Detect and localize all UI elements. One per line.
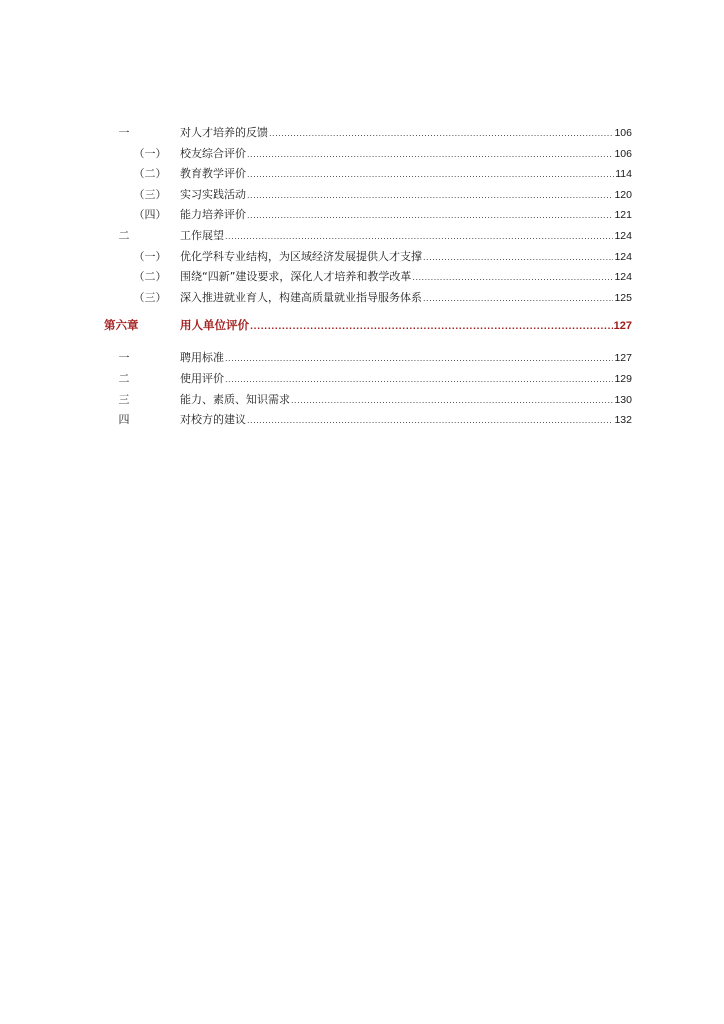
toc-number: （二） [133, 270, 167, 284]
dot-leader [269, 123, 613, 145]
toc-title: 能力、素质、知识需求 [180, 392, 290, 406]
toc-row[interactable] [104, 390, 632, 411]
toc-page-number: 121 [614, 209, 632, 222]
toc-number: （三） [133, 187, 167, 201]
toc-row[interactable] [104, 123, 632, 144]
toc-title: 优化学科专业结构，为区域经济发展提供人才支撑 [180, 249, 422, 263]
toc-page-number: 124 [614, 271, 632, 284]
toc-row[interactable] [104, 144, 632, 165]
toc-title: 对人才培养的反馈 [180, 126, 268, 139]
toc-title: 使用评价 [180, 371, 224, 385]
dot-leader [225, 348, 613, 370]
toc-entry [180, 267, 632, 289]
toc-number: （三） [133, 290, 167, 304]
chapter-title: 用人单位评价 [180, 318, 249, 333]
toc-row[interactable] [104, 205, 632, 226]
dot-leader [225, 369, 613, 391]
toc-entry [180, 144, 632, 166]
toc-page-number: 114 [615, 168, 632, 181]
dot-leader [291, 390, 613, 412]
toc-row[interactable] [104, 369, 632, 390]
toc-title: 能力培养评价 [180, 208, 246, 222]
chapter-number: 第六章 [104, 318, 139, 333]
toc-entry [180, 123, 632, 145]
toc-page-number: 127 [613, 320, 632, 333]
dot-leader [250, 308, 613, 344]
dot-leader [247, 205, 613, 227]
toc-entry [180, 164, 632, 186]
toc-row[interactable] [104, 226, 632, 247]
toc-entry [180, 410, 632, 432]
toc-entry [180, 308, 632, 344]
table-of-contents [104, 123, 632, 431]
toc-number: 四 [118, 413, 130, 427]
toc-page-number: 130 [614, 393, 632, 406]
toc-entry [180, 369, 632, 391]
toc-title: 实习实践活动 [180, 187, 246, 201]
dot-leader [247, 144, 613, 166]
toc-title: 对校方的建议 [180, 413, 246, 427]
toc-row[interactable] [104, 288, 632, 309]
toc-number: （一） [133, 146, 167, 160]
toc-entry [180, 288, 632, 310]
toc-entry [180, 205, 632, 227]
toc-page-number: 106 [614, 127, 632, 139]
toc-title: 围绕“四新”建设要求，深化人才培养和教学改革 [180, 270, 412, 284]
toc-title: 教育教学评价 [180, 167, 246, 181]
toc-title: 聘用标准 [180, 351, 224, 365]
toc-number: 三 [118, 392, 130, 406]
dot-leader [247, 164, 614, 186]
toc-row[interactable] [104, 185, 632, 206]
toc-page-number: 127 [614, 352, 632, 365]
toc-entry [180, 348, 632, 370]
dot-leader [225, 226, 613, 248]
toc-title: 校友综合评价 [180, 146, 246, 160]
toc-number: 一 [118, 126, 130, 139]
toc-page-number: 132 [614, 414, 632, 427]
toc-page-number: 106 [614, 147, 632, 160]
toc-entry [180, 390, 632, 412]
dot-leader [423, 247, 613, 269]
toc-number: 一 [118, 351, 130, 365]
toc-page-number: 125 [614, 291, 632, 304]
toc-row[interactable] [104, 164, 632, 185]
dot-leader [423, 288, 613, 310]
toc-title: 工作展望 [180, 228, 224, 242]
toc-page-number: 129 [614, 372, 632, 385]
toc-row[interactable] [104, 247, 632, 268]
toc-row[interactable] [104, 348, 632, 369]
toc-number: 二 [118, 228, 130, 242]
toc-number: （一） [133, 249, 167, 263]
toc-number: 二 [118, 371, 130, 385]
toc-page-number: 120 [614, 188, 632, 201]
toc-row[interactable] [104, 267, 632, 288]
toc-chapter-row[interactable] [104, 308, 632, 342]
dot-leader [247, 410, 613, 432]
toc-entry [180, 226, 632, 248]
toc-page-number: 124 [614, 229, 632, 242]
toc-page-number: 124 [614, 250, 632, 263]
toc-entry [180, 247, 632, 269]
toc-number: （四） [133, 208, 167, 222]
toc-number: （二） [133, 167, 167, 181]
toc-title: 深入推进就业育人，构建高质量就业指导服务体系 [180, 290, 422, 304]
dot-leader [247, 185, 613, 207]
toc-row[interactable] [104, 410, 632, 431]
toc-entry [180, 185, 632, 207]
dot-leader [412, 267, 613, 289]
